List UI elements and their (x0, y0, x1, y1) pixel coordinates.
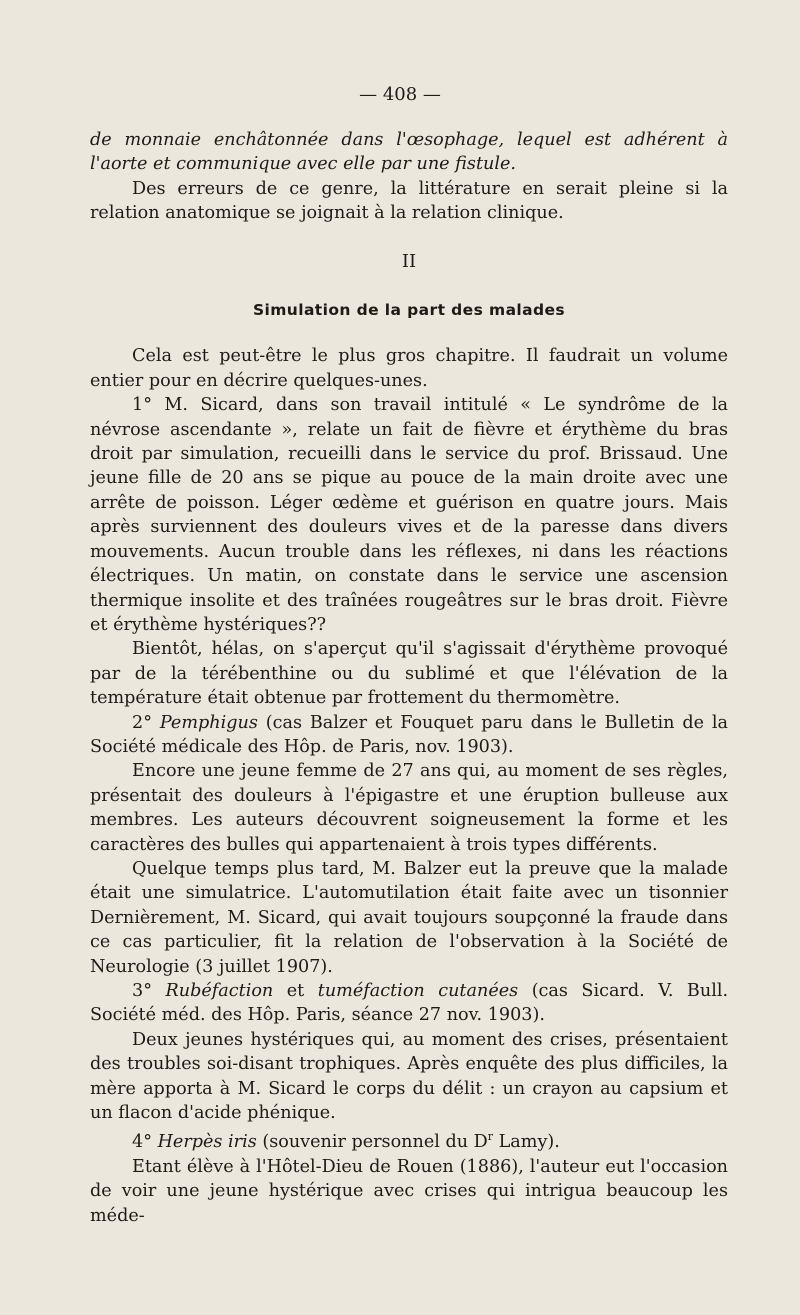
paragraph-bientot: Bientôt, hélas, on s'aperçut qu'il s'agissait d'érythème provoqué par de la térébenthine ou du sublimé et que l'élévation de la température était obtenue par frottement du thermomètre. (90, 639, 728, 709)
paragraph-quelque-temps: Quelque temps plus tard, M. Balzer eut la preuve que la malade était une simulatrice. L'automutilation était faite avec un tisonnier Dernièrement, M. Sicard, qui avait toujours soupçonné la fraude dans ce cas particulier, fit la relation de l'observation à la Société de Neurologie (3 juillet 1907). (90, 858, 728, 977)
case-4-source: (souvenir personnel du D (262, 1132, 488, 1153)
case-2-title: Pemphigus (159, 712, 258, 733)
section-numeral: II (401, 250, 417, 272)
paragraph-etant-eleve: Etant élève à l'Hôtel-Dieu de Rouen (1886), l'auteur eut l'occasion de voir une jeune hystérique avec crises qui intrigua beaucoup les méde- (90, 1156, 728, 1226)
case-3-title-1: Rubéfaction (165, 981, 274, 1001)
case-3-title-2: tuméfaction cutanées (317, 981, 519, 1001)
paragraph-encore: Encore une jeune femme de 27 ans qui, au moment de ses règles, présentait des douleurs à l'épigastre et une éruption bulleuse aux membres. Les auteurs découvrent soigneusement la forme et les caractères des bulles qui appartenaient à trois types différents. (90, 761, 728, 855)
case-4-title: Herpès iris (157, 1132, 257, 1153)
case-4-source-end: Lamy). (498, 1132, 560, 1153)
case-4-number: 4° (132, 1132, 152, 1153)
paragraph-deux-jeunes: Deux jeunes hystériques qui, au moment des crises, présentaient des troubles soi-disant trophiques. Après enquête des plus difficiles, la mère apporta à M. Sicard le corps du délit : un crayon au capsium et un flacon d'acide phénique. (90, 1029, 728, 1124)
case-3-source: (cas Sicard. V. Bull. Société méd. des Hôp. Paris, séance 27 nov. 1903). (90, 981, 729, 1026)
case-3-number: 3° (132, 981, 152, 1001)
paragraph-errors: Des erreurs de ce genre, la littérature en serait pleine si la relation anatomique se joignait à la relation clinique. (90, 178, 728, 224)
paragraph-case-2 (90, 711, 728, 760)
case-2-number: 2° (132, 712, 152, 733)
case-2-source: (cas Balzer et Fouquet paru dans le Bulletin de la Société médicale des Hôp. de Paris, nov. 1903). (90, 712, 729, 757)
paragraph-case-1: 1° M. Sicard, dans son travail intitulé « Le syndrôme de la névrose ascendante », relate un fait de fièvre et érythème du bras droit par simulation, recueilli dans le service du prof. Brissaud. Une jeune fille de 20 ans se pique au pouce de la main droite avec une arrête de poisson. Léger œdème et guérison en quatre jours. Mais après surviennent des douleurs vives et de la paresse dans divers mouvements. Aucun trouble dans les réflexes, ni dans les réactions électriques. Un matin, on constate dans le service une ascension thermique insolite et des traînées rougeâtres sur le bras droit. Fièvre et érythème hystériques?? (90, 395, 728, 635)
intro-italic-text: de monnaie enchâtonnée dans l'œsophage, lequel est adhérent à l'aorte et communique avec elle par une fistule. (90, 130, 728, 175)
paragraph-case-4 (90, 1125, 728, 1154)
doctor-abbrev-superscript: r (487, 1130, 494, 1144)
section-heading: Simulation de la part des malades (252, 301, 566, 320)
page-body (90, 128, 728, 1228)
case-3-conjunction: et (286, 981, 305, 1001)
page-number: — 408 — (359, 84, 441, 105)
paragraph-case-3 (90, 979, 728, 1028)
paragraph-chapter: Cela est peut-être le plus gros chapitre. Il faudrait un volume entier pour en décrire quelques-unes. (90, 346, 728, 391)
